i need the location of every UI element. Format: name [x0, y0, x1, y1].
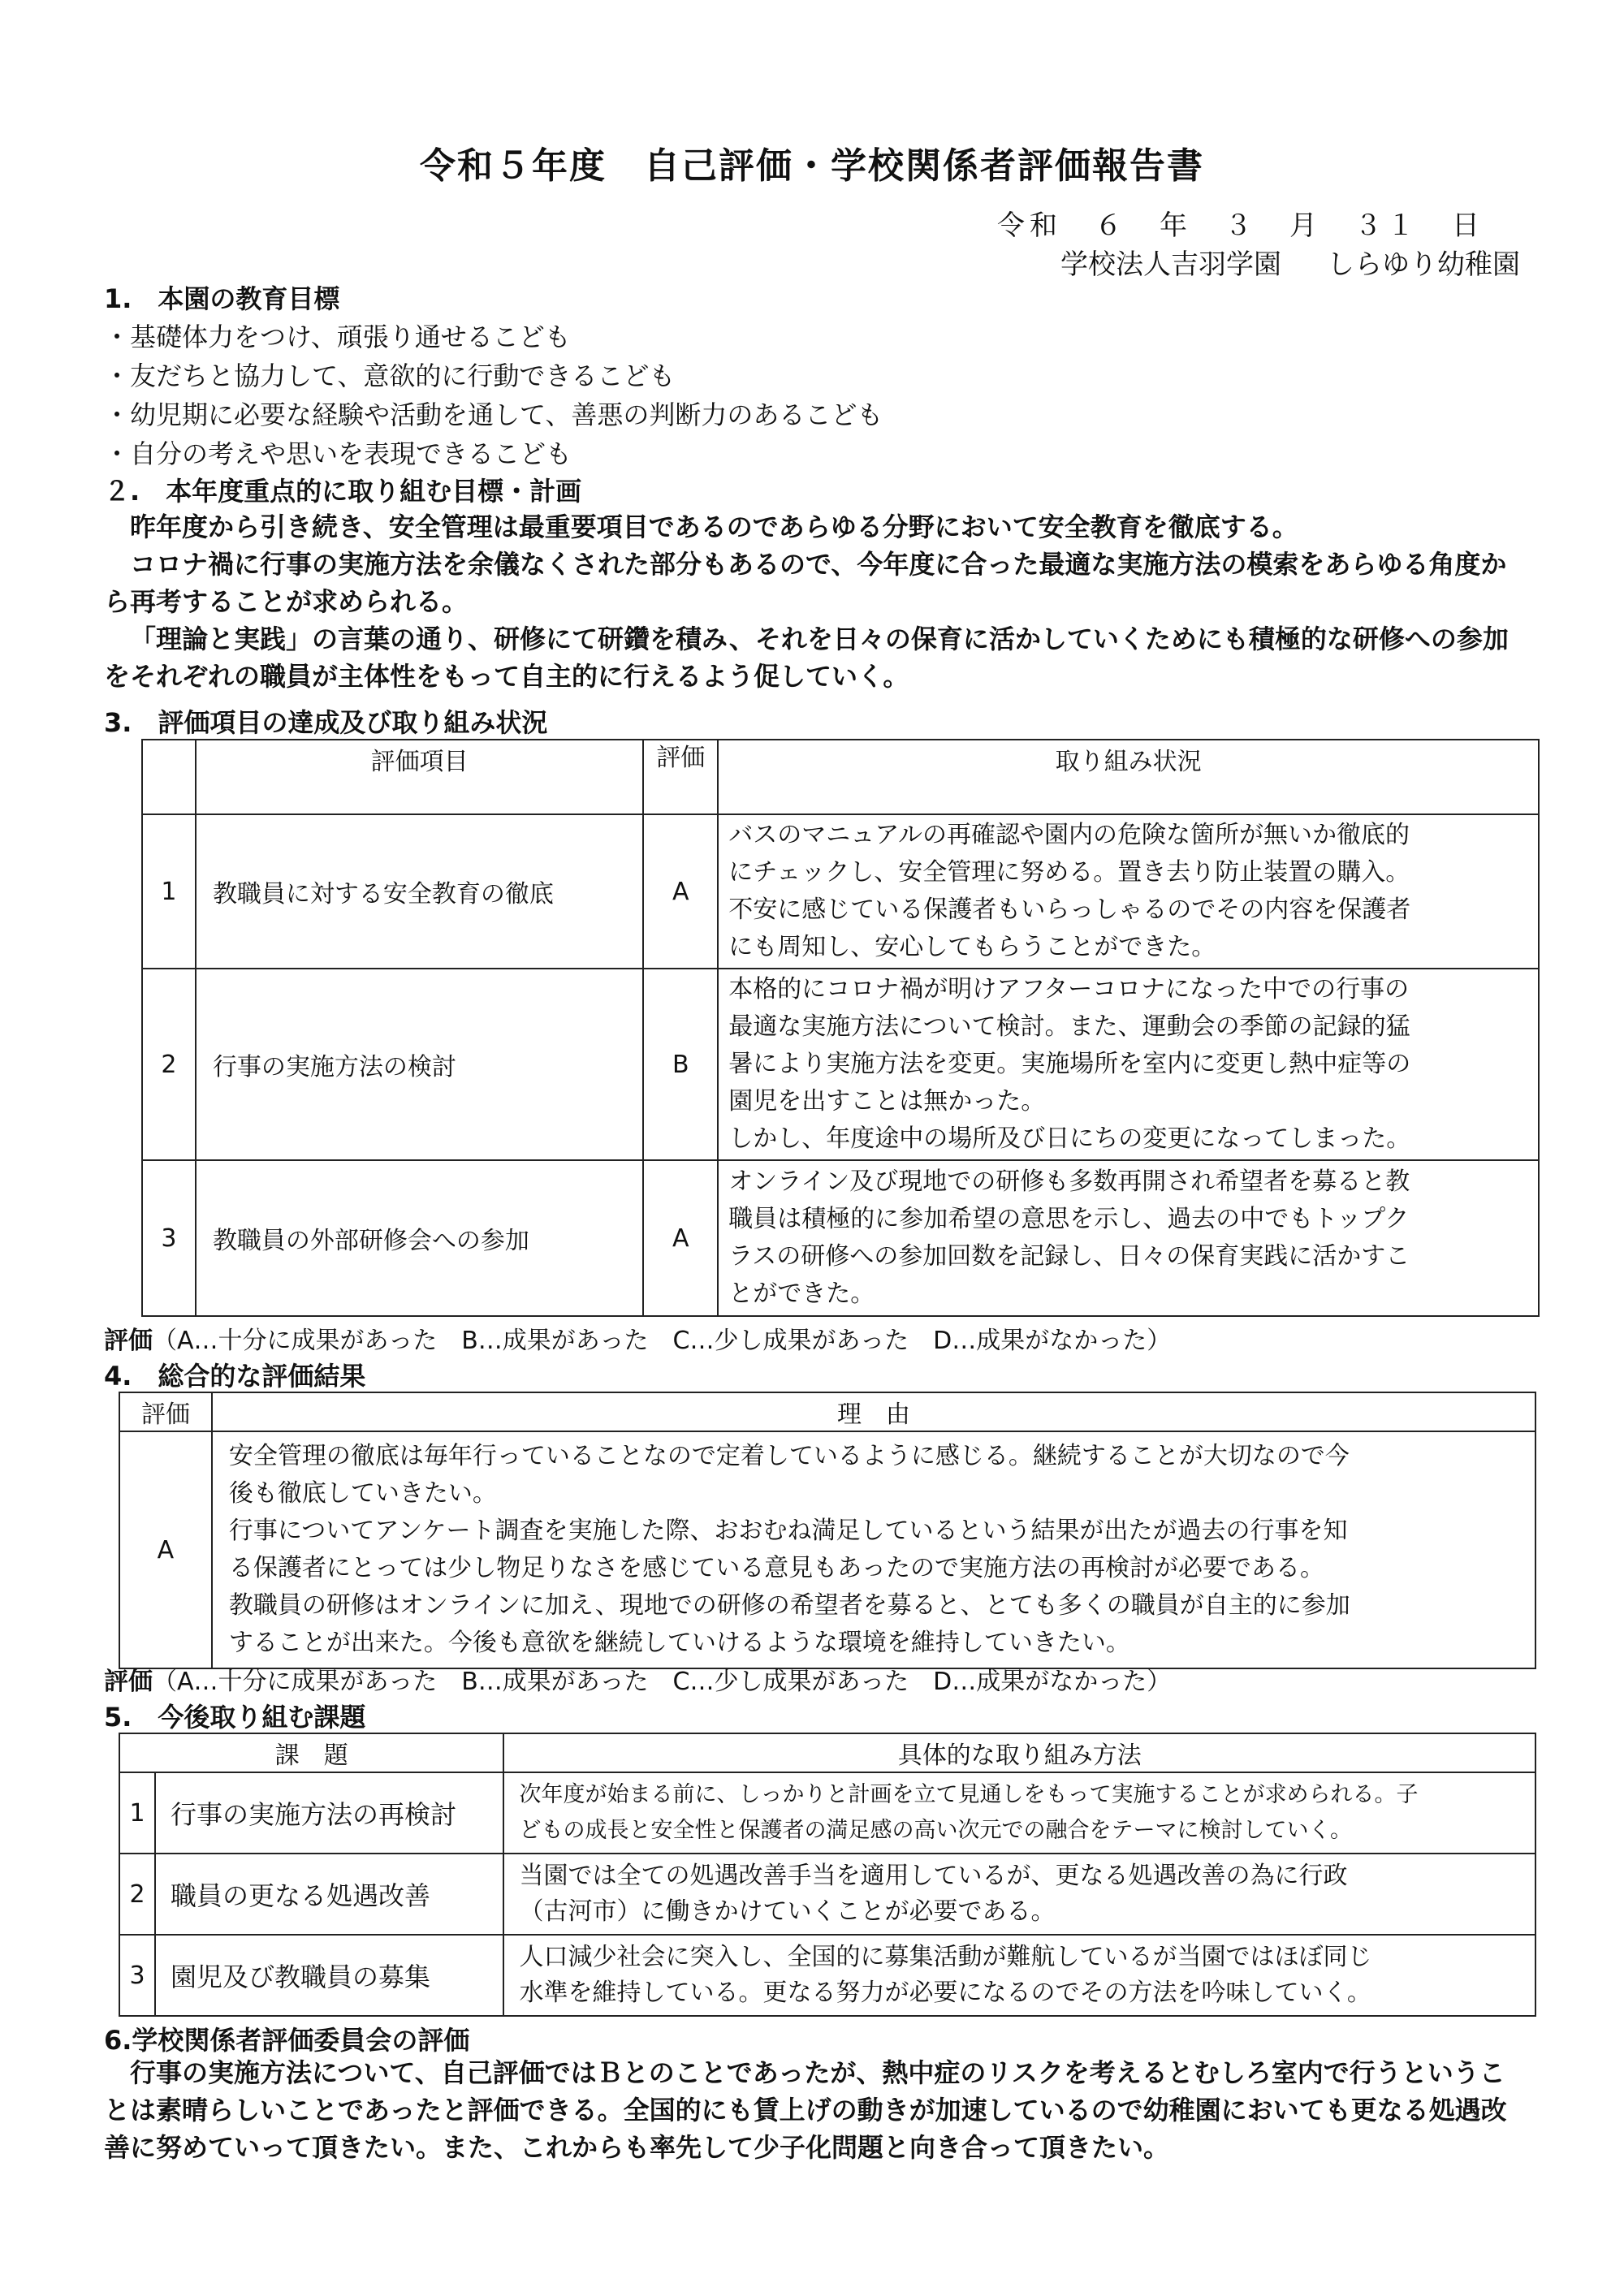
row-eval: A [643, 1160, 718, 1316]
table-header-row [119, 1733, 1535, 1772]
reason-line: 後も徹底していきたい。 [228, 1479, 497, 1508]
plan-paragraph: コロナ禍に行事の実施方法を余儀なくされた部分もあるので、今年度に合った最適な実施方法の模索をあらゆる角度から再考することが求められる。 [104, 549, 1507, 617]
method-line: 次年度が始まる前に、しっかりと計画を立て見通しをもって実施することが求められる。子 [519, 1782, 1419, 1807]
section-6-heading: 6.学校関係者評価委員会の評価 [104, 2025, 470, 2056]
status-line: にチェックし、安全管理に努める。置き去り防止装置の購入。 [728, 858, 1410, 887]
row-eval: A [643, 814, 718, 969]
corporation-name: 学校法人吉羽学園 [1060, 248, 1281, 281]
report-date: 令和 ６ 年 ３ 月 ３１ 日 [997, 209, 1484, 242]
table-row [142, 814, 1539, 969]
status-line: 最適な実施方法について検討。また、運動会の季節の記録的猛 [728, 1012, 1410, 1041]
section-5-heading: 5. 今後取り組む課題 [104, 1702, 366, 1733]
goal-item: ・基礎体力をつけ、頑張り通せるこども [104, 322, 571, 352]
reason-line: 安全管理の徹底は毎年行っていることなので定着しているように感じる。継続することが大切なので今 [228, 1442, 1350, 1470]
overall-evaluation-table [119, 1392, 1536, 1669]
row-status [718, 1160, 1539, 1316]
header-item: 評価項目 [196, 740, 643, 814]
reason-line: することが出来た。今後も意欲を継続していけるような環境を維持していきたい。 [228, 1629, 1130, 1657]
plan-paragraph: 昨年度から引き続き、安全管理は最重要項目であるのであらゆる分野において安全教育を徹底する。 [130, 511, 1298, 542]
table-header-row [142, 740, 1539, 814]
status-line: ラスの研修への参加回数を記録し、日々の保育実践に活かすこ [728, 1242, 1410, 1271]
row-method [503, 1772, 1535, 1854]
table-row [119, 1772, 1535, 1854]
row-task: 職員の更なる処遇改善 [155, 1854, 504, 1935]
status-line: 不安に感じている保護者もいらっしゃるのでその内容を保護者 [728, 896, 1411, 924]
section-2-heading: ２. 本年度重点的に取り組む目標・計画 [104, 476, 582, 507]
row-num: 2 [119, 1854, 155, 1935]
row-num: 2 [142, 969, 196, 1160]
organization [1060, 242, 1520, 282]
row-item: 教職員の外部研修会への参加 [196, 1160, 643, 1316]
evaluation-legend [104, 1320, 1171, 1356]
status-line: バスのマニュアルの再確認や園内の危険な箇所が無いか徹底的 [728, 821, 1410, 849]
section-3-heading: 3. 評価項目の達成及び取り組み状況 [104, 707, 548, 738]
table-row [142, 969, 1539, 1160]
document-title: 令和５年度 自己評価・学校関係者評価報告書 [420, 145, 1204, 187]
status-line: 園児を出すことは無かった。 [728, 1087, 1046, 1116]
header-status: 取り組み状況 [718, 740, 1539, 814]
legend-text: （A…十分に成果があった B…成果があった C…少し成果があった D…成果がなかった） [153, 1668, 1172, 1696]
header-task: 課 題 [119, 1733, 503, 1772]
section-2-body [104, 508, 1525, 695]
row-status [718, 814, 1539, 969]
header-method: 具体的な取り組み方法 [503, 1733, 1535, 1772]
header-reason: 理 由 [212, 1392, 1535, 1431]
method-line: （古河市）に働きかけていくことが必要である。 [519, 1897, 1056, 1926]
row-task: 行事の実施方法の再検討 [155, 1772, 504, 1854]
header-eval: 評価 [643, 740, 718, 814]
row-method [503, 1935, 1535, 2016]
status-line: にも周知し、安心してもらうことができた。 [728, 933, 1216, 961]
legend-text: （A…十分に成果があった B…成果があった C…少し成果があった D…成果がなかった） [153, 1327, 1172, 1355]
evaluation-table [141, 739, 1540, 1317]
legend-label: 評価 [104, 1327, 153, 1355]
status-line: 職員は積極的に参加希望の意思を示し、過去の中でもトップク [728, 1205, 1410, 1233]
status-line: 暑により実施方法を変更。実施場所を室内に変更し熱中症等の [728, 1050, 1411, 1078]
overall-reason [212, 1431, 1535, 1668]
row-eval: B [643, 969, 718, 1160]
goal-item: ・友だちと協力して、意欲的に行動できるこども [104, 360, 676, 391]
method-line: どもの成長と安全性と保護者の満足感の高い次元での融合をテーマに検討していく。 [519, 1818, 1352, 1843]
status-line: オンライン及び現地での研修も多数再開され希望者を募ると教 [728, 1167, 1410, 1196]
header-num [142, 740, 196, 814]
section-4-heading: 4. 総合的な評価結果 [104, 1361, 366, 1392]
row-item: 行事の実施方法の検討 [196, 969, 643, 1160]
plan-paragraph: 「理論と実践」の言葉の通り、研修にて研鑽を積み、それを日々の保育に活かしていくためにも積極的な研修への参加をそれぞれの職員が主体性をもって自主的に行えるよう促していく。 [104, 624, 1509, 692]
table-header-row [119, 1392, 1535, 1431]
table-row [119, 1935, 1535, 2016]
row-num: 3 [119, 1935, 155, 2016]
goal-item: ・自分の考えや思いを表現できるこども [104, 438, 572, 469]
table-row [119, 1854, 1535, 1935]
evaluation-legend [104, 1661, 1171, 1697]
row-task: 園児及び教職員の募集 [155, 1935, 504, 2016]
row-item: 教職員に対する安全教育の徹底 [196, 814, 643, 969]
row-num: 3 [142, 1160, 196, 1316]
table-row [119, 1431, 1535, 1668]
row-method [503, 1854, 1535, 1935]
header-eval: 評価 [119, 1392, 212, 1431]
section-1-heading: 1. 本園の教育目標 [104, 283, 340, 314]
status-line: とができた。 [728, 1280, 875, 1308]
status-line: しかし、年度途中の場所及び日にちの変更になってしまった。 [728, 1124, 1411, 1153]
legend-label: 評価 [104, 1668, 153, 1696]
reason-line: る保護者にとっては少し物足りなさを感じている意見もあったので実施方法の再検討が必要である。 [228, 1554, 1324, 1582]
method-line: 水準を維持している。更なる努力が必要になるのでその方法を吟味していく。 [519, 1979, 1371, 2007]
school-name: しらゆり幼稚園 [1327, 248, 1520, 281]
reason-line: 教職員の研修はオンラインに加え、現地での研修の希望者を募ると、とても多くの職員が自主的に参加 [228, 1591, 1350, 1620]
method-line: 人口減少社会に突入し、全国的に募集活動が難航しているが当園ではほぼ同じ [519, 1943, 1372, 1971]
goal-item: ・幼児期に必要な経験や活動を通して、善悪の判断力のあるこども [104, 399, 883, 430]
method-line: 当園では全ての処遇改善手当を適用しているが、更なる処遇改善の為に行政 [519, 1862, 1348, 1890]
table-row [142, 1160, 1539, 1316]
overall-eval: A [119, 1431, 212, 1668]
row-num: 1 [142, 814, 196, 969]
section-6-body [104, 2054, 1525, 2166]
reason-line: 行事についてアンケート調査を実施した際、おおむね満足しているという結果が出たが過去の行事を知 [228, 1517, 1348, 1545]
row-num: 1 [119, 1772, 155, 1854]
future-tasks-table [119, 1733, 1536, 2017]
committee-evaluation: 行事の実施方法について、自己評価ではＢとのことであったが、熱中症のリスクを考えるとむしろ室内で行うということは素晴らしいことであったと評価できる。全国的にも賃上げの動きが加速しているので幼稚園においても更なる処遇改善に努めていって頂きたい。また、これからも率先して少子化問題と向き合って頂きたい。 [104, 2057, 1507, 2163]
status-line: 本格的にコロナ禍が明けアフターコロナになった中での行事の [728, 975, 1410, 1003]
row-status [718, 969, 1539, 1160]
